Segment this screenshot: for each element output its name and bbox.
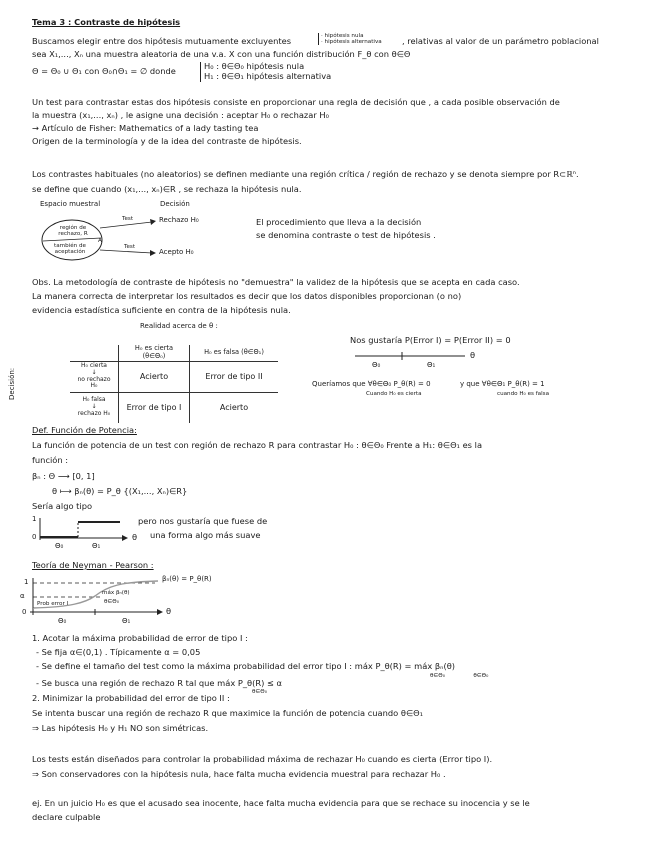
step-2a: Se intenta buscar una región de rechazo R que maximice la función de potencia cuando θ∈Θ₁ <box>32 708 424 718</box>
ideal-one-label: 1 <box>32 515 37 523</box>
obs-line-3: evidencia estadística suficiente en contra de la hipótesis nula. <box>32 305 291 315</box>
intro-line-1a: Buscamos elegir entre dos hipótesis mutuamente excluyentes <box>32 36 292 46</box>
intro-line-2: sea X₁,..., Xₙ una muestra aleatoria de una v.a. X con una función distribución F_θ con θ∈Θ <box>32 49 411 59</box>
np-zero-label: 0 <box>22 608 27 616</box>
region-a-label: A <box>98 238 102 244</box>
theta-axis-label: θ <box>470 350 476 360</box>
np-max-label: máx βₙ(θ) <box>102 590 130 596</box>
power-line-1: La función de potencia de un test con región de rechazo R para contrastar H₀ : θ∈Θ₀ Frente a H₁: θ∈Θ₁ es la <box>32 440 483 450</box>
test-line-1: Un test para contrastar estas dos hipótesis consiste en proporcionar una regla de decisión que , a cada posible observación de <box>32 97 560 107</box>
final-line-4: declare culpable <box>32 812 101 822</box>
power-line-2: función : <box>32 455 69 465</box>
smooth-wish-2: una forma algo más suave <box>150 530 261 540</box>
power-heading: Def. Función de Potencia: <box>32 425 137 435</box>
brace-null-hypothesis: · hipótesis nula <box>321 33 364 39</box>
wish-line: Nos gustaría P(Error I) = P(Error II) = 0 <box>350 335 511 345</box>
procedure-note-1: El procedimiento que lleva a la decisión <box>256 217 422 227</box>
np-theta-label: θ <box>166 606 172 616</box>
np-x-arrow <box>157 609 163 615</box>
decision-axis-label: Decisión: <box>8 367 16 400</box>
ideal-zero-label: 0 <box>32 533 37 541</box>
np-alpha-label: α <box>20 592 25 600</box>
np-one-label: 1 <box>24 578 29 586</box>
test-label-1: Test <box>122 216 134 222</box>
decision-label: Decisión <box>160 200 190 208</box>
step-1c: - Se busca una región de rechazo R tal que máx P_θ(R) ≤ α <box>36 678 283 688</box>
np-max-sub: θ∈Θ₀ <box>104 599 119 605</box>
wish-h1-condition: y que ∀θ∈Θ₁ P_θ(R) = 1 <box>460 380 545 388</box>
np-beta-label: βₙ(θ) = P_θ(R) <box>162 575 212 583</box>
power-map-1: βₙ : Θ ⟶ [0, 1] <box>32 471 95 481</box>
procedure-note-2: se denomina contraste o test de hipótesis . <box>256 230 436 240</box>
col-header-h0-false: H₀ es falsa (θ∈Θ₁) <box>190 345 279 361</box>
cell-type-ii-error: Error de tipo II <box>190 361 279 392</box>
cell-correct-1: Acierto <box>119 361 190 392</box>
np-heading: Teoría de Neyman - Pearson : <box>32 560 154 570</box>
intro-line-1b: , relativas al valor de un parámetro poblacional <box>402 36 599 46</box>
obs-line-2: La manera correcta de interpretar los resultados es decir que los datos disponibles proporcionan (o no) <box>32 291 462 301</box>
ideal-theta0-label: Θ₀ <box>55 542 64 550</box>
cell-correct-2: Acierto <box>190 392 279 423</box>
np-theta0-label: Θ₀ <box>58 617 67 625</box>
step-1b: - Se define el tamaño del test como la máxima probabilidad del error tipo I : máx P_θ(R) = máx βₙ(θ) <box>36 661 456 671</box>
rejection-region-label: región de rechazo, R <box>58 225 88 238</box>
row-label-reject: H₀ falsa ↓ rechazo H₀ <box>70 392 119 423</box>
np-prob-error-label: Prob error I <box>37 601 69 607</box>
final-line-3: ej. En un juicio H₀ es que el acusado sea inocente, hace falta mucha evidencia para que se rechace su inocencia y se le <box>32 798 530 808</box>
wish-h0-condition: Queríamos que ∀θ∈Θ₀ P_θ(R) = 0 <box>312 380 431 388</box>
step-2: 2. Minimizar la probabilidad del error de tipo II : <box>32 693 230 703</box>
np-theta1-label: Θ₁ <box>122 617 131 625</box>
region-line-1: Los contrastes habituales (no aleatorios) se definen mediante una región crítica / región de rechazo y se denota siempre por R⊂ℝⁿ. <box>32 169 579 179</box>
cell-type-i-error: Error de tipo I <box>119 392 190 423</box>
sample-space-label: Espacio muestral <box>40 200 101 208</box>
step-1c-sub: θ∈Θ₀ <box>252 689 267 695</box>
ideal-theta-label: θ <box>132 532 138 542</box>
sub-h0-false: cuando H₀ es falsa <box>497 391 549 397</box>
power-map-2: θ ⟼ βₙ(θ) = P_θ {(X₁,..., Xₙ)∈R} <box>52 486 188 496</box>
step-2b: ⇒ Las hipótesis H₀ y H₁ NO son simétricas. <box>32 723 209 733</box>
final-line-2: ⇒ Son conservadores con la hipótesis nula, hace falta mucha evidencia muestral para rechazar H₀ . <box>32 769 446 779</box>
reality-label: Realidad acerca de θ : <box>140 322 218 330</box>
step-1: 1. Acotar la máxima probabilidad de error de tipo I : <box>32 633 248 643</box>
h0-def: H₀ : θ∈Θ₀ hipótesis nula <box>204 61 305 71</box>
step-1a: - Se fija α∈(0,1) . Típicamente α = 0,05 <box>36 647 201 657</box>
final-line-1: Los tests están diseñados para controlar la probabilidad máxima de rechazar H₀ cuando es cierta (Error tipo I). <box>32 754 493 764</box>
step-1b-sub: θ∈Θ₀ θ∈Θ₀ <box>430 673 489 679</box>
h1-def: H₁ : θ∈Θ₁ hipótesis alternativa <box>204 70 332 81</box>
intro-line-3a: Θ = Θ₀ ∪ Θ₁ con Θ₀∩Θ₁ = ∅ donde <box>32 66 176 76</box>
page-title: Tema 3 : Contraste de hipótesis <box>32 17 181 27</box>
ideal-theta1-label: Θ₁ <box>92 542 101 550</box>
test-line-4: Origen de la terminología y de la idea del contraste de hipótesis. <box>32 136 302 146</box>
test-line-3: → Artículo de Fisher: Mathematics of a lady tasting tea <box>32 123 259 133</box>
theta1-label: Θ₁ <box>427 361 436 369</box>
acceptance-region-label: también de aceptación <box>54 243 86 256</box>
test-label-2: Test <box>124 244 136 250</box>
row-label-no-reject: H₀ cierta ↓ no rechazo H₀ <box>70 361 119 392</box>
brace-alt-hypothesis: · hipótesis alternativa <box>321 39 382 46</box>
test-line-2: la muestra (x₁,..., xₙ) , le asigne una decisión : aceptar H₀ o rechazar H₀ <box>32 110 329 120</box>
sub-h0-true: Cuando H₀ es cierta <box>366 391 422 397</box>
region-line-2: se define que cuando (x₁,..., xₙ)∈R , se rechaza la hipótesis nula. <box>32 184 302 194</box>
smooth-wish-1: pero nos gustaría que fuese de <box>138 516 268 526</box>
theta0-label: Θ₀ <box>372 361 381 369</box>
obs-line-1: Obs. La metodología de contraste de hipótesis no "demuestra" la validez de la hipótesis que se acepta en cada caso. <box>32 277 520 287</box>
power-sketch-intro: Sería algo tipo <box>32 501 93 511</box>
accept-h0-label: Acepto H₀ <box>159 248 194 256</box>
reject-h0-label: Rechazo H₀ <box>159 216 199 224</box>
col-header-h0-true: H₀ es cierta (θ∈Θ₀) <box>119 345 190 361</box>
